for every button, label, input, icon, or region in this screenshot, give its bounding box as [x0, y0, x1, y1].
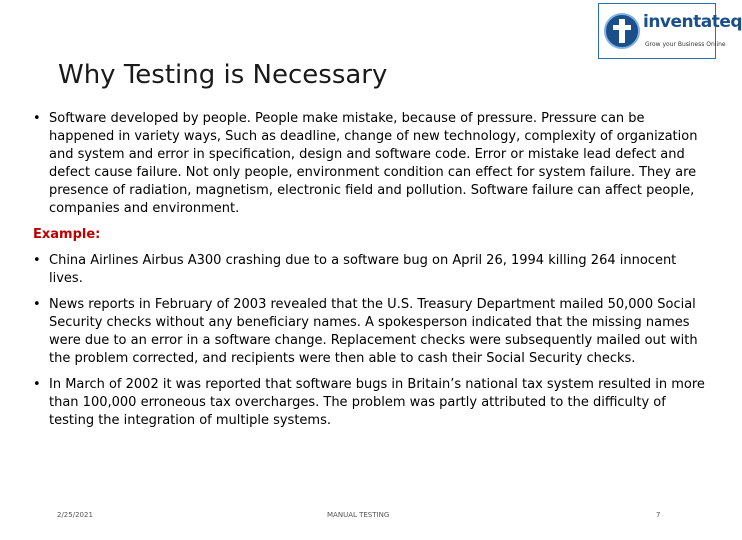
footer-title: MANUAL TESTING [327, 511, 390, 519]
example-bullet-1 [33, 252, 709, 288]
bullet-icon: • [33, 111, 41, 126]
page-number: 7 [656, 511, 661, 519]
bullet-icon: • [33, 253, 41, 268]
inventateq-logo-mark-icon [603, 9, 641, 53]
bullet-icon: • [33, 377, 41, 392]
slide-body [33, 110, 709, 430]
intro-bullet [33, 110, 709, 218]
intro-bullet-text: Software developed by people. People make mistake, because of pressure. Pressure can be happened in variety ways, Such as deadline, change of new technology, complexity of organization and system and error in specification, design and software code. Error or mistake lead defect and defect cause failure. Not only people, environment condition can effect for system failure. They are presence of radiation, magnetism, electronic field and pollution. Software failure can affect people, companies and environment. [49, 111, 698, 216]
logo-tagline: Grow your Business Online [645, 41, 726, 48]
example-heading: Example: [33, 227, 101, 242]
logo-wordmark: inventateq [643, 12, 742, 32]
example-bullet-3 [33, 376, 709, 430]
example-bullet-text: News reports in February of 2003 revealed that the U.S. Treasury Department mailed 50,000 Social Security checks without any beneficiary names. A spokesperson indicated that the missing names were due to an error in a software change. Replacement checks were subsequently mailed out with the problem corrected, and recipients were then able to cash their Social Security checks. [49, 297, 698, 366]
example-bullet-2 [33, 296, 709, 368]
company-logo [598, 3, 742, 59]
footer-date: 2/25/2021 [57, 511, 93, 519]
slide-title: Why Testing is Necessary [58, 60, 388, 90]
example-bullet-text: In March of 2002 it was reported that software bugs in Britain’s national tax system resulted in more than 100,000 erroneous tax overcharges. The problem was partly attributed to the difficulty of testing the integration of multiple systems. [49, 377, 705, 428]
bullet-icon: • [33, 297, 41, 312]
example-bullet-text: China Airlines Airbus A300 crashing due to a software bug on April 26, 1994 killing 264 innocent lives. [49, 253, 677, 286]
